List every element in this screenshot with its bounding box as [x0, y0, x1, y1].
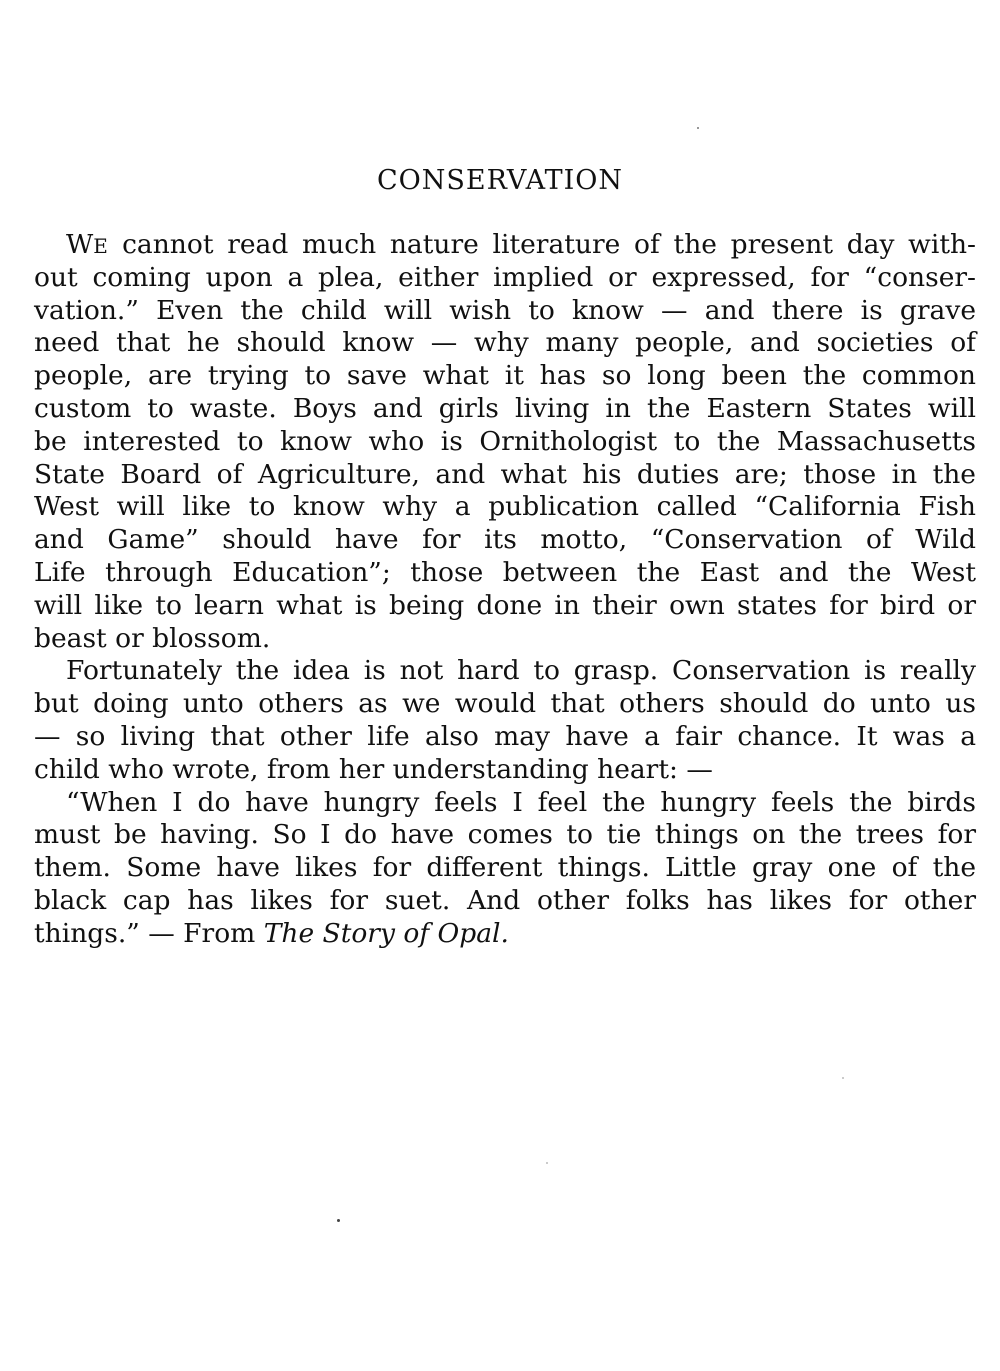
paragraph-1-line-10: and Game” should have for its motto, “Conservation of Wild — [34, 524, 976, 556]
paragraph-2-line-2: but doing unto others as we would that others should do unto us — [34, 688, 976, 720]
paragraph-1-line-3: vation.” Even the child will wish to know — and there is grave — [34, 294, 976, 326]
paragraph-3-line-2: must be having. So I do have comes to tie things on the trees for — [34, 819, 976, 851]
page-title: CONSERVATION — [376, 165, 624, 196]
attribution-prefix: things.” — From — [34, 917, 264, 949]
body-text — [34, 229, 976, 951]
line-text: cannot read much nature literature of the present day with- — [108, 229, 976, 260]
paragraph-1-line-6: custom to waste. Boys and girls living in the Eastern States will — [34, 392, 976, 424]
paragraph-1-line-13: beast or blossom. — [34, 622, 271, 654]
scan-speck — [546, 1162, 548, 1164]
dropcap-rest: E — [93, 234, 109, 258]
scan-speck — [842, 1077, 844, 1079]
paragraph-2-line-3: — so living that other life also may have a fair chance. It was a — [34, 720, 976, 752]
paragraph-2-line-4: child who wrote, from her understanding heart: — — [34, 753, 713, 785]
paragraph-1-line-1 — [34, 229, 976, 262]
scan-speck — [337, 1219, 340, 1222]
paragraph-1-line-8: State Board of Agriculture, and what his duties are; those in the — [34, 458, 976, 490]
paragraph-1-line-11: Life through Education”; those between the East and the West — [34, 556, 976, 588]
book-title: The Story of Opal. — [263, 917, 509, 949]
paragraph-1-line-9: West will like to know why a publication called “California Fish — [34, 491, 976, 523]
paragraph-1-line-12: will like to learn what is being done in their own states for bird or — [34, 589, 976, 621]
paragraph-1-line-2: out coming upon a plea, either implied or expressed, for “conser- — [34, 261, 976, 293]
paragraph-1-line-5: people, are trying to save what it has so long been the common — [34, 360, 976, 392]
paragraph-2-line-1: Fortunately the idea is not hard to grasp. Conservation is really — [66, 655, 976, 687]
paragraph-3-line-5 — [34, 918, 976, 951]
dropcap-first: W — [66, 229, 94, 260]
paragraph-3-line-4: black cap has likes for suet. And other folks has likes for other — [34, 884, 976, 916]
paragraph-1-line-7: be interested to know who is Ornithologist to the Massachusetts — [34, 425, 976, 457]
scan-speck — [697, 127, 699, 129]
paragraph-3-line-1: “When I do have hungry feels I feel the hungry feels the birds — [66, 786, 976, 818]
paragraph-3-line-3: them. Some have likes for different things. Little gray one of the — [34, 852, 976, 884]
paragraph-1-line-4: need that he should know — why many people, and societies of — [34, 327, 976, 359]
